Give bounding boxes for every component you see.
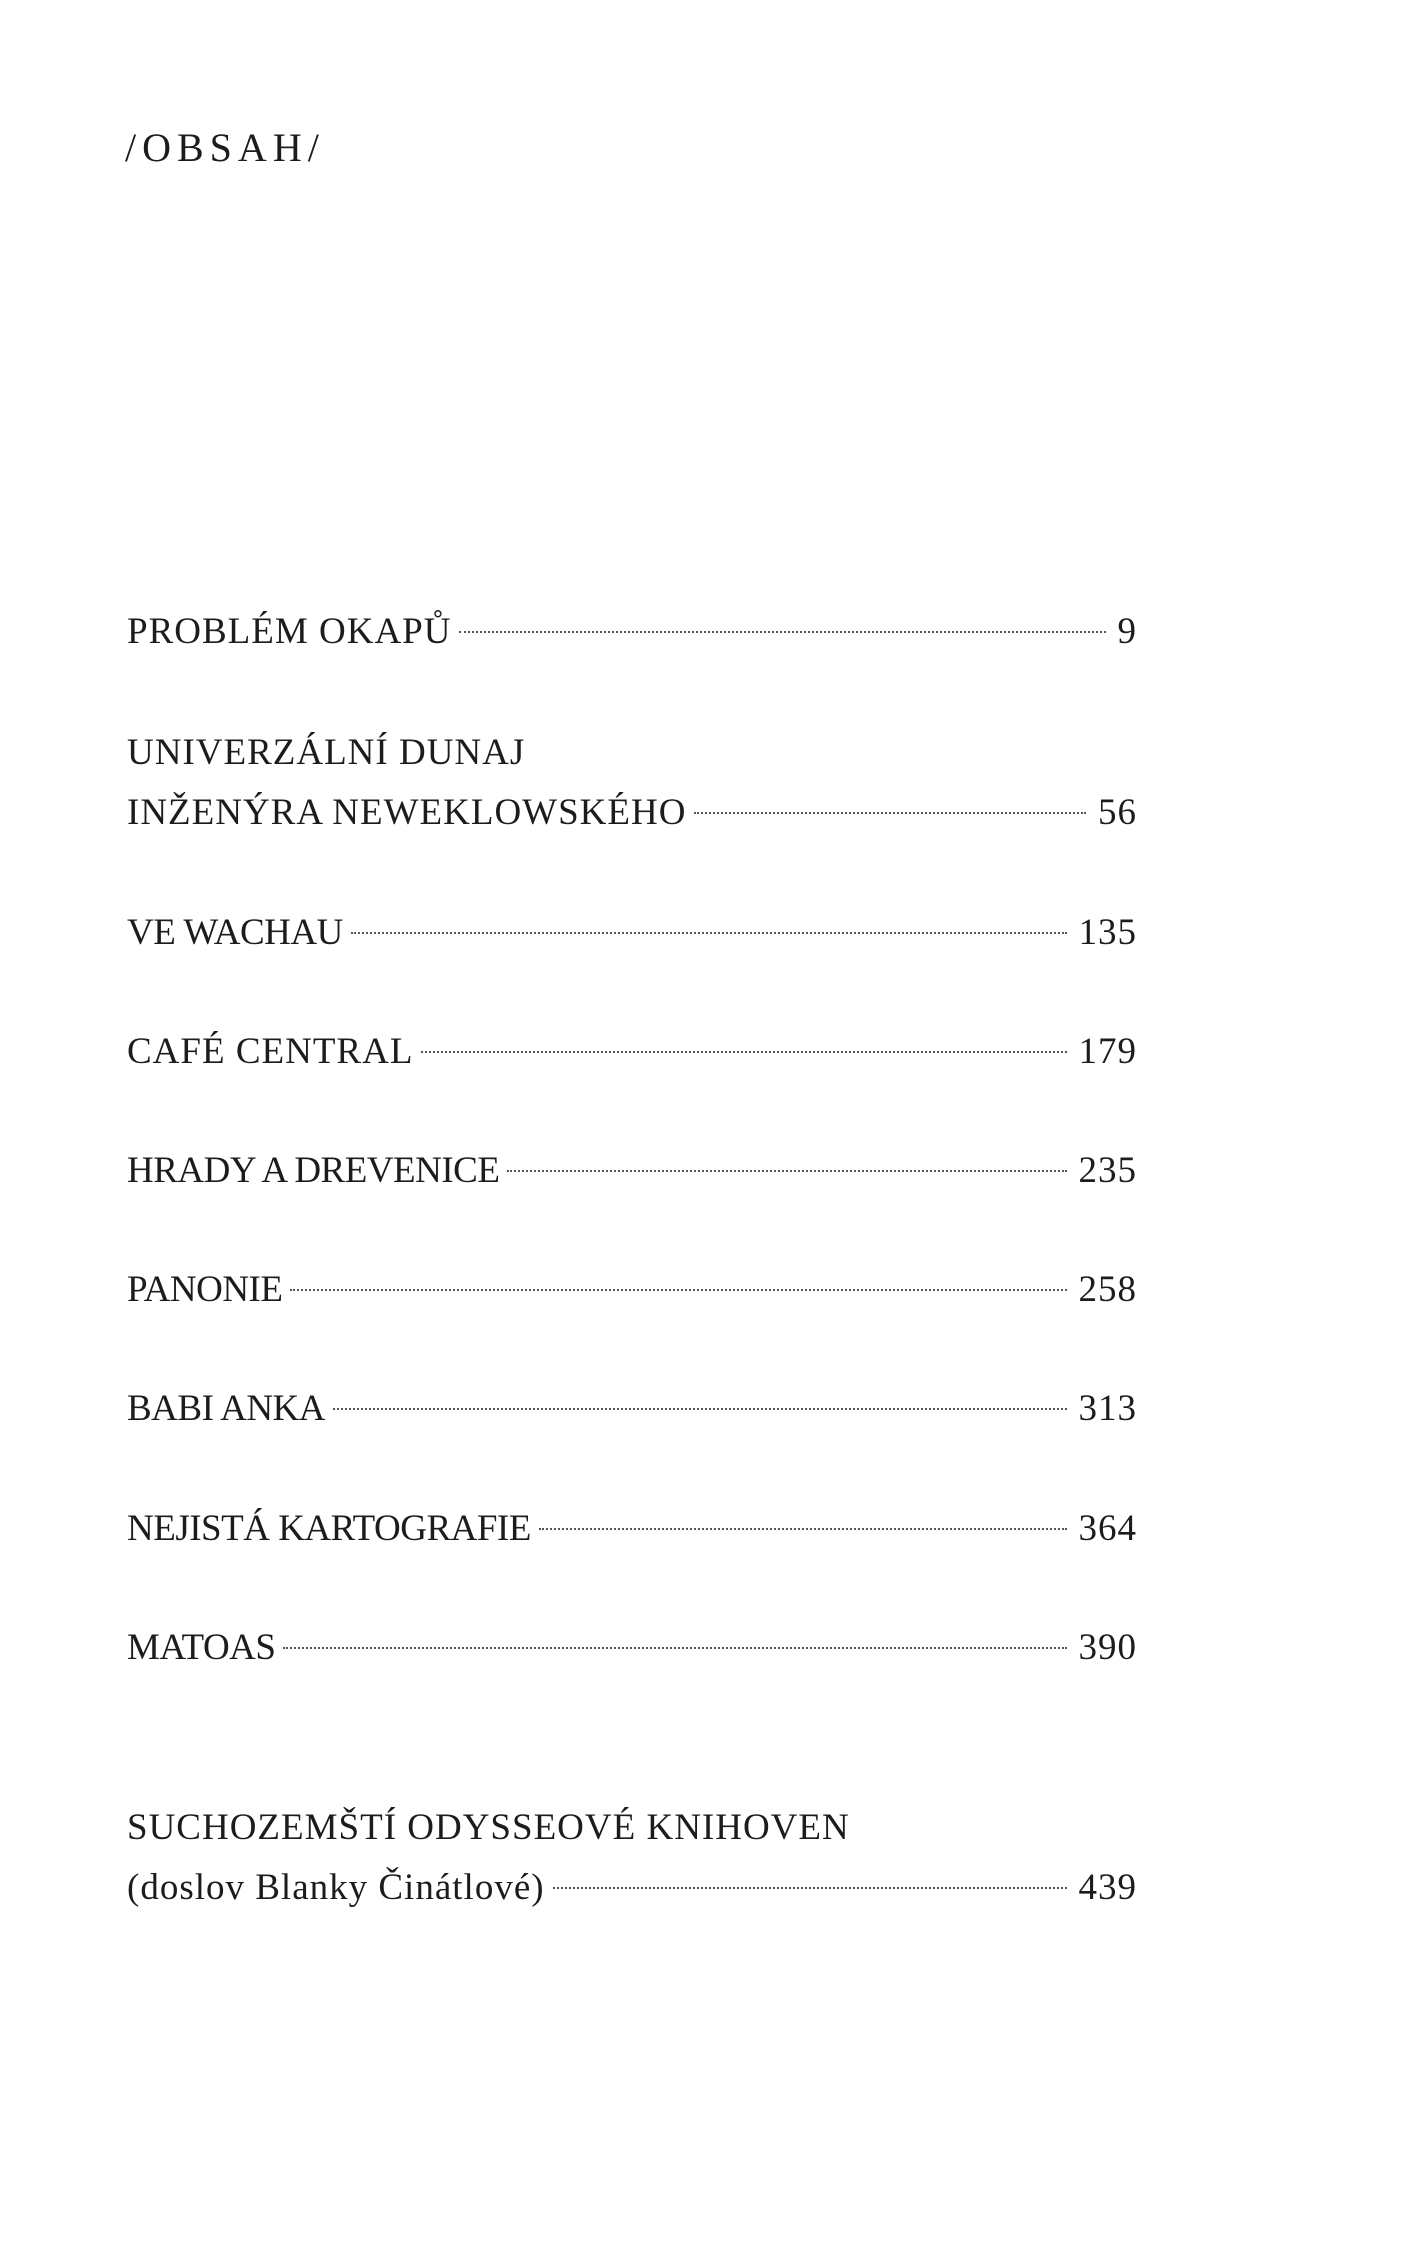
toc-entry: [127, 1798, 1137, 1918]
entry-title-first-line: SUCHOZEMŠTÍ ODYSSEOVÉ KNIHOVEN: [127, 1807, 850, 1848]
dot-leader: [333, 1408, 1067, 1410]
entry-title: HRADY A DREVENICE: [127, 1150, 500, 1191]
toc-entry: [127, 1379, 1137, 1439]
dot-leader: [507, 1170, 1066, 1172]
entry-title: BABI ANKA: [127, 1388, 325, 1429]
dot-leader: [539, 1528, 1067, 1530]
toc-entry: [127, 1260, 1137, 1320]
entry-title: PANONIE: [127, 1269, 283, 1310]
entry-title: MATOAS: [127, 1627, 276, 1668]
entry-page-number: 56: [1098, 792, 1137, 833]
toc-entry: [127, 1618, 1137, 1678]
entry-title-first-line: UNIVERZÁLNÍ DUNAJ: [127, 732, 526, 773]
dot-leader: [459, 631, 1105, 633]
toc-heading: /OBSAH/: [125, 125, 325, 170]
entry-title: PROBLÉM OKAPŮ: [127, 611, 452, 652]
entry-title: VE WACHAU: [127, 912, 343, 953]
dot-leader: [290, 1289, 1066, 1291]
entry-page-number: 235: [1078, 1150, 1137, 1191]
entry-page-number: 179: [1078, 1031, 1137, 1072]
entry-page-number: 9: [1117, 611, 1137, 652]
entry-title: INŽENÝRA NEWEKLOWSKÉHO: [127, 792, 687, 833]
dot-leader: [553, 1887, 1067, 1889]
entry-page-number: 364: [1078, 1508, 1137, 1549]
dot-leader: [283, 1647, 1066, 1649]
entry-title: CAFÉ CENTRAL: [127, 1031, 414, 1072]
toc-entry: [127, 1141, 1137, 1201]
dot-leader: [421, 1051, 1066, 1053]
entry-title: (doslov Blanky Činátlové): [127, 1867, 545, 1908]
toc-entry: [127, 723, 1137, 843]
dot-leader: [351, 932, 1067, 934]
toc-entry: [127, 602, 1137, 662]
entry-page-number: 135: [1078, 912, 1137, 953]
entry-title: NEJISTÁ KARTOGRAFIE: [127, 1508, 531, 1549]
toc-entry: [127, 1499, 1137, 1559]
toc-entry: [127, 1022, 1137, 1082]
toc-entry: [127, 903, 1137, 963]
entry-page-number: 439: [1078, 1867, 1137, 1908]
entry-page-number: 313: [1078, 1388, 1137, 1429]
dot-leader: [694, 812, 1086, 814]
entry-page-number: 258: [1078, 1269, 1137, 1310]
entry-page-number: 390: [1078, 1627, 1137, 1668]
